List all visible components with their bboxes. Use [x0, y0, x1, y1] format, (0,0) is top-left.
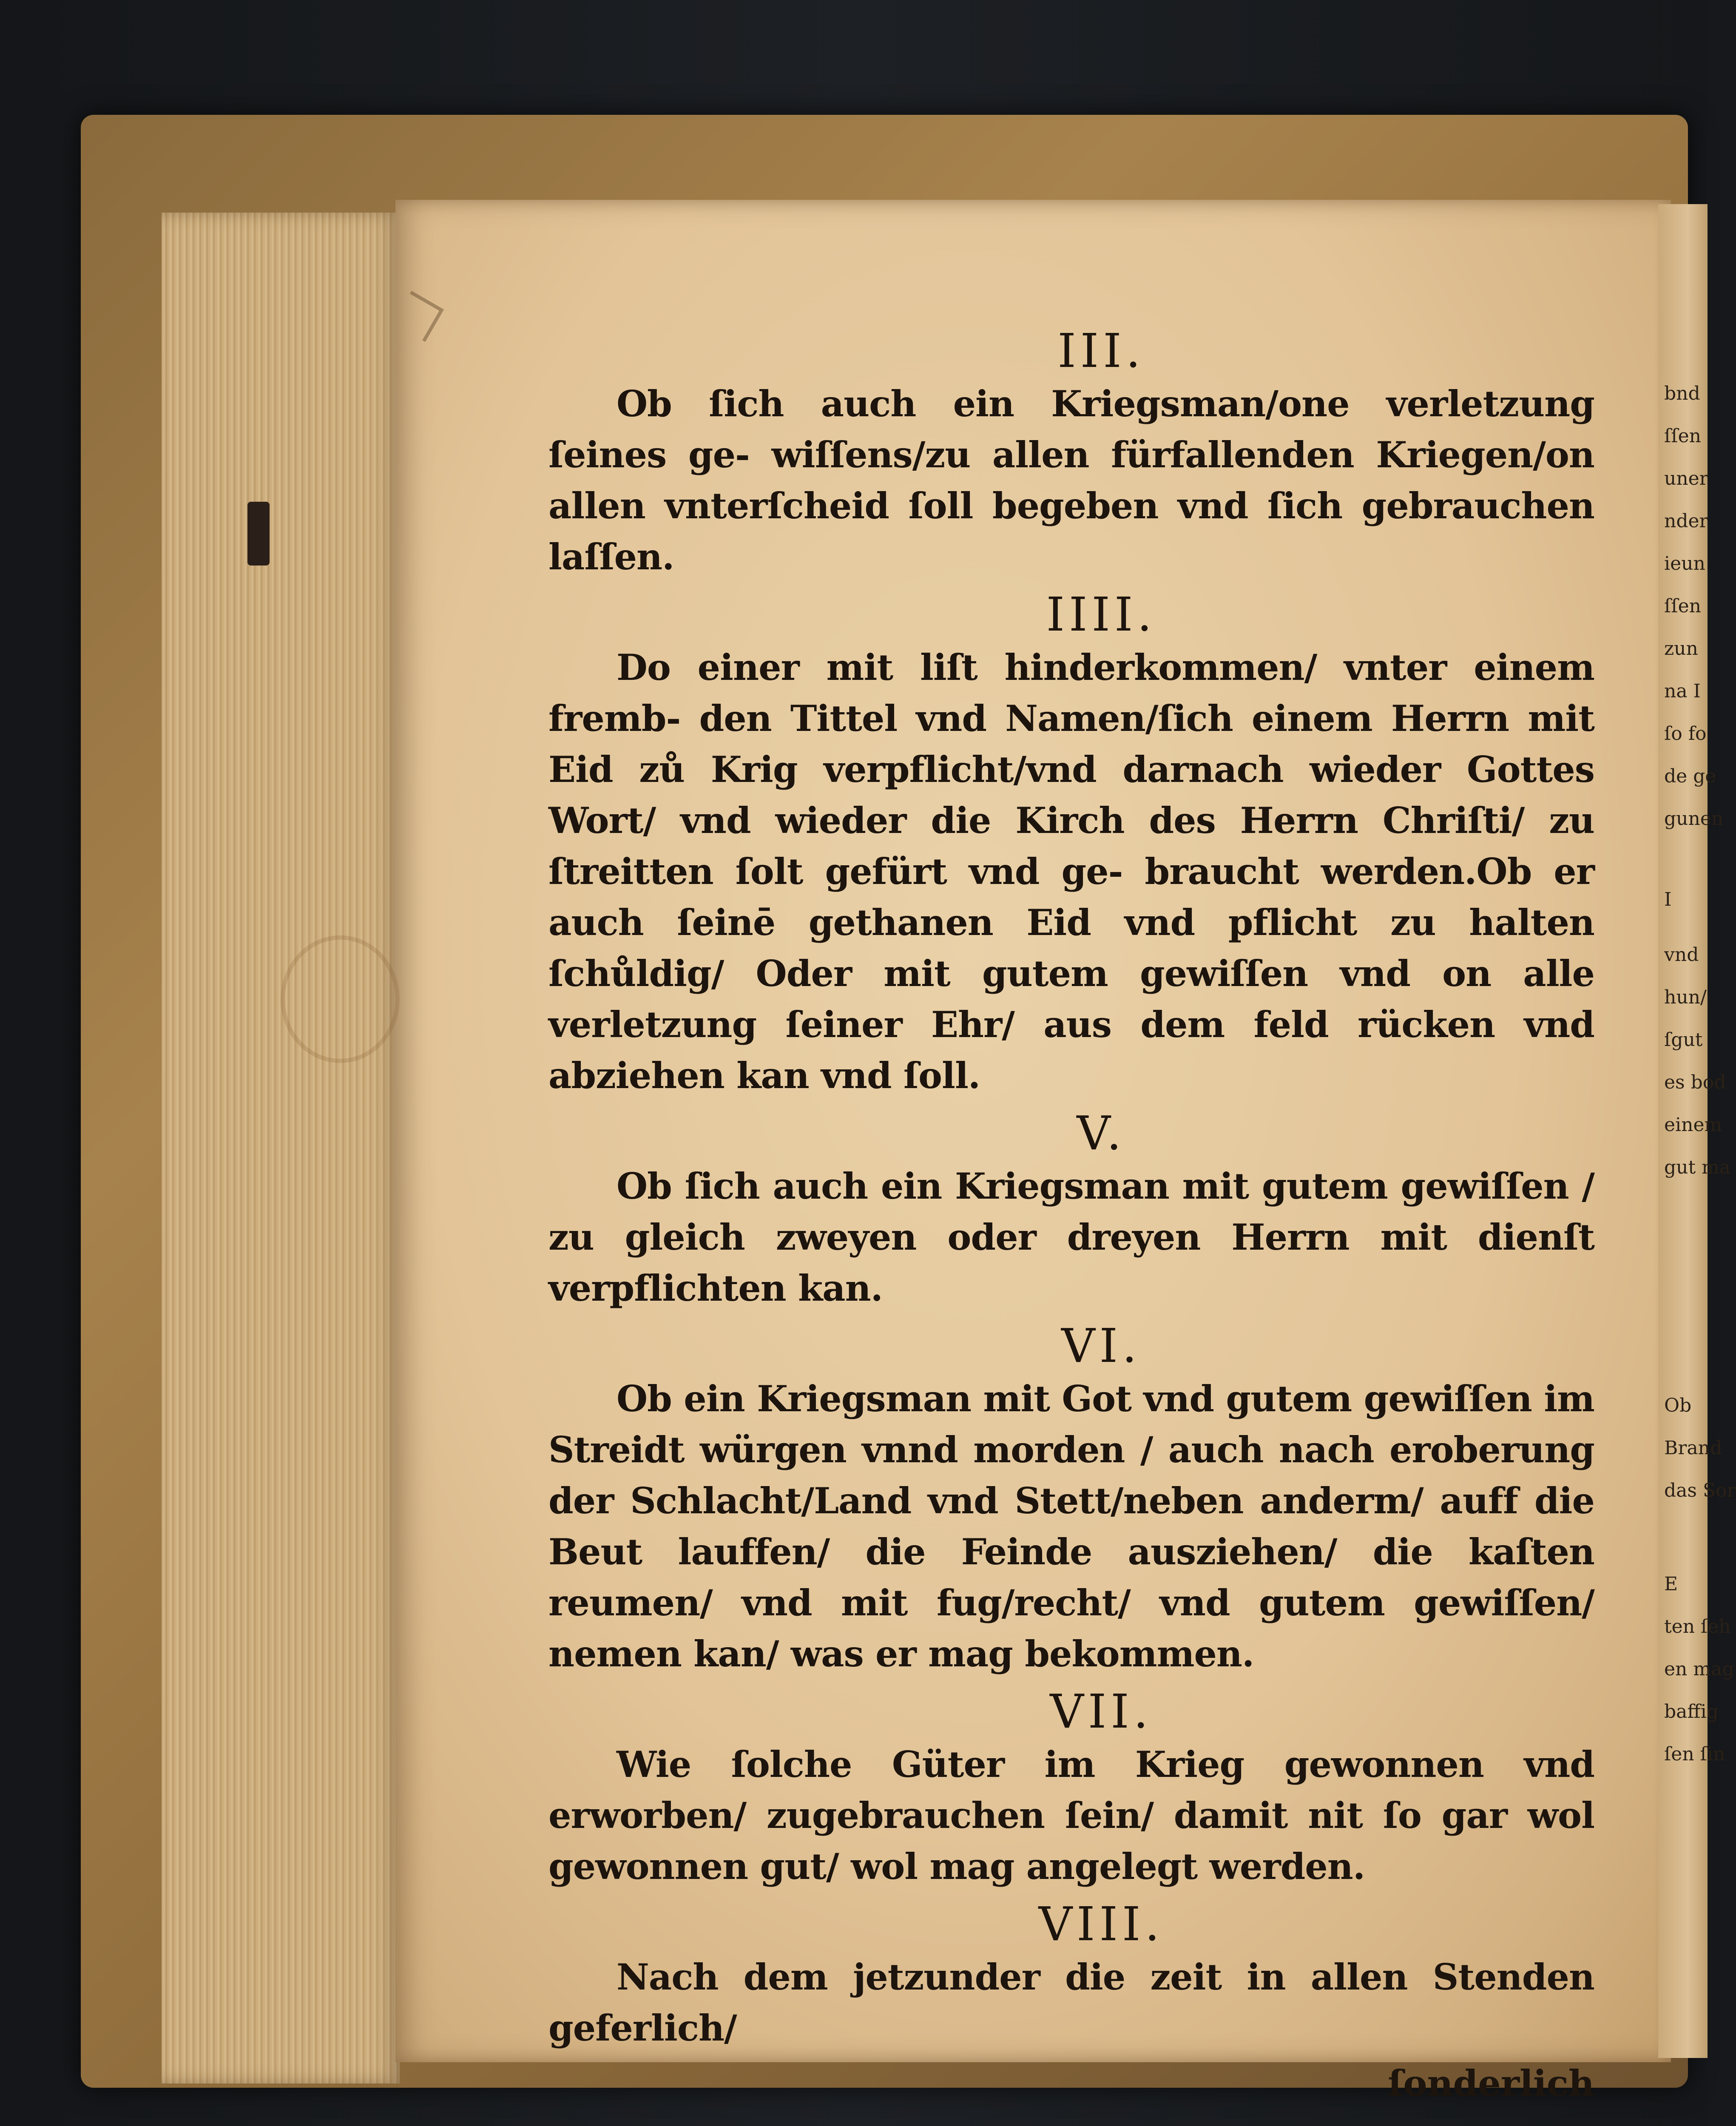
text-line: braucht werden.Ob er auch ſeinē gethanen Eid vnd pflicht — [548, 850, 1594, 944]
text-line: lauffen/ die Feinde ausziehen/ die kaſten reumen/ vnd mit — [548, 1531, 1594, 1624]
text-line: wol mag angelegt werden. — [850, 1845, 1365, 1887]
facing-page-fragment: en mag — [1664, 1658, 1734, 1680]
text-line: zu halten ſchůldig/ Oder mit gutem gewiſſen vnd on alle — [548, 901, 1594, 995]
text-line: zugebrauchen ſein/ damit nit ſo gar wol gewonnen gut/ — [548, 1794, 1594, 1887]
facing-page-fragment: ſo fo — [1664, 723, 1707, 745]
facing-page-fragment: baffig — [1664, 1701, 1719, 1722]
text-line: ſoll begeben vnd ſich gebrauchen laſſen. — [548, 485, 1594, 578]
section-numeral: IIII. — [1046, 587, 1156, 642]
text-line: bekommen. — [1025, 1633, 1254, 1675]
facing-page-fragment: einem — [1664, 1114, 1722, 1136]
section-paragraph — [548, 378, 1594, 583]
facing-page-fragment: I — [1664, 889, 1672, 910]
facing-page-fragment: gut ma — [1664, 1157, 1731, 1178]
facing-page-fragment: zun — [1664, 638, 1698, 659]
bookmark-tab — [247, 502, 270, 566]
facing-page-fragment: Brand — [1664, 1437, 1722, 1459]
section-paragraph — [548, 1739, 1594, 1892]
text-line: Do einer mit liſt hinderkommen/ vnter einem fremb- — [548, 646, 1594, 739]
section-numeral: VIII. — [1038, 1897, 1164, 1951]
text-line: fug/recht/ vnd gutem gewiſſen/ nemen kan/ was er mag — [548, 1582, 1594, 1675]
text-line: die Kirch des Herrn Chriſti/ zu ſtreitten ſolt gefürt vnd ge- — [548, 799, 1595, 892]
facing-page-fragment: ieun — [1664, 553, 1705, 574]
section-numeral: V. — [1077, 1106, 1126, 1160]
page-edges — [162, 213, 400, 2083]
facing-page-fragment: gunen — [1664, 808, 1724, 830]
section-numeral: VII. — [1050, 1684, 1153, 1739]
section-paragraph — [548, 1952, 1594, 2054]
facing-page-fragment: na I — [1664, 680, 1701, 702]
section-numeral: VI. — [1061, 1319, 1141, 1373]
text-line: Ob ſich auch ein Kriegsman mit gutem gewiſſen / zu — [548, 1165, 1594, 1258]
facing-page-fragment: hun/ — [1664, 986, 1707, 1008]
text-line: Ob ein Kriegsman mit Got vnd gutem gewiſſen im — [617, 1378, 1594, 1420]
text-line: kan. — [798, 1267, 883, 1309]
facing-page-fragment: vnd — [1664, 944, 1699, 966]
section-paragraph — [548, 1161, 1594, 1314]
section-numeral: III. — [1057, 324, 1145, 378]
facing-page-edge — [1658, 204, 1736, 2058]
text-line: kan vnd ſoll. — [736, 1054, 980, 1097]
text-line: Streidt würgen vnnd morden / auch nach eroberung der — [548, 1429, 1594, 1522]
text-line: Ob ſich auch ein Kriegsman/one verletzung ſeines ge- — [548, 383, 1594, 476]
text-line: verletzung ſeiner Ehr/ aus dem feld rücken vnd abziehen — [548, 1003, 1594, 1097]
facing-page-fragment: de ge — [1664, 765, 1716, 787]
facing-page-fragment: nder — [1664, 510, 1708, 532]
page-stain — [281, 935, 400, 1063]
text-line: Schlacht/Land vnd Stett/neben anderm/ auff die Beut — [548, 1480, 1595, 1573]
text-line: verpflicht/vnd darnach wieder Gottes Wort/ vnd wieder — [548, 748, 1595, 841]
page-text — [548, 323, 1594, 2109]
facing-page-fragment: E — [1664, 1573, 1678, 1595]
facing-page-fragment: ſen ſin — [1664, 1743, 1725, 1765]
facing-page-fragment: das Sor — [1664, 1480, 1736, 1501]
text-line: wiſſens/zu allen fürfallenden Kriegen/on allen vnterſcheid — [548, 434, 1594, 527]
text-line: Nach dem jetzunder die zeit in allen Stenden geferlich/ — [548, 1956, 1594, 2049]
section-paragraph — [548, 1373, 1594, 1680]
text-line: gleich zweyen oder dreyen Herrn mit dienſt verpflichten — [548, 1216, 1595, 1309]
facing-page-fragment: ſſen — [1664, 425, 1701, 447]
catchword: ſonderlich — [1388, 2062, 1594, 2104]
facing-page-fragment: ſgut — [1664, 1029, 1703, 1051]
text-line: Wie ſolche Güter im Krieg gewonnen vnd erworben/ — [548, 1743, 1594, 1836]
facing-page-fragment: es bod — [1664, 1072, 1726, 1093]
text-line: den Tittel vnd Namen/ſich einem Herrn mit Eid zů Krig — [548, 697, 1594, 790]
facing-page-fragment: uner — [1664, 468, 1708, 489]
facing-page-fragment: Ob — [1664, 1395, 1692, 1416]
facing-page-fragment: ten ſeh — [1664, 1616, 1731, 1637]
facing-page-fragment: bnd — [1664, 383, 1700, 404]
facing-page-fragment: ſſen — [1664, 595, 1701, 617]
section-paragraph — [548, 642, 1594, 1101]
